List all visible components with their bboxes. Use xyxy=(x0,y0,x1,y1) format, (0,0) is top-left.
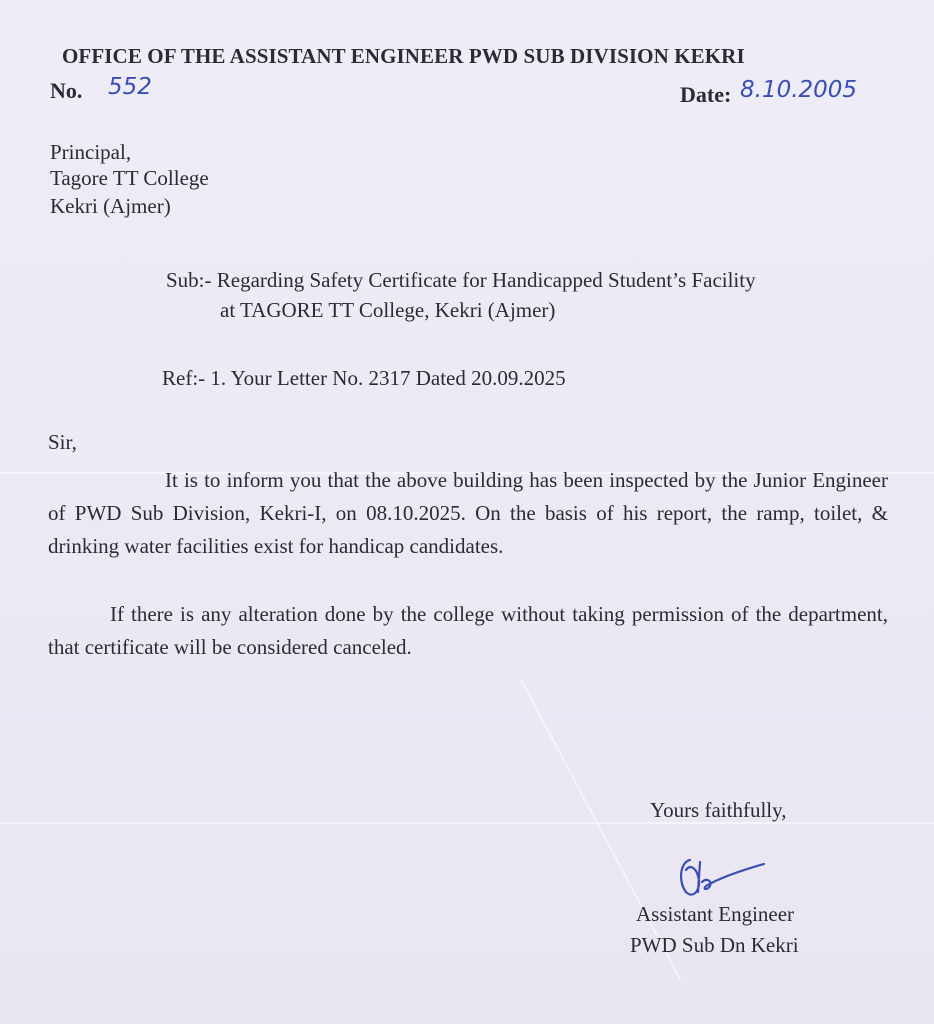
date-label: Date: xyxy=(680,82,732,107)
salutation: Sir, xyxy=(48,430,77,454)
body-paragraph-2: If there is any alteration done by the college without taking permission of the department, that certificate will be considered canceled. xyxy=(48,602,888,659)
recipient-line-2: Tagore TT College xyxy=(50,166,209,190)
recipient-line-3: Kekri (Ajmer) xyxy=(50,194,171,218)
subject-line-1: Sub:- Regarding Safety Certificate for Handicapped Student’s Facility xyxy=(166,268,756,292)
subject-line-2: at TAGORE TT College, Kekri (Ajmer) xyxy=(220,298,556,322)
date-handwritten: 8.10.2005 xyxy=(740,77,858,103)
recipient-line-1: Principal, xyxy=(50,140,132,164)
signatory-office: PWD Sub Dn Kekri xyxy=(630,933,799,957)
signatory-designation: Assistant Engineer xyxy=(636,902,795,926)
office-heading: OFFICE OF THE ASSISTANT ENGINEER PWD SUB DIVISION KEKRI xyxy=(62,44,745,68)
signature-icon xyxy=(676,852,771,902)
letter-number-label: No. xyxy=(50,78,83,103)
paper-crease xyxy=(0,822,934,824)
valediction: Yours faithfully, xyxy=(650,798,787,822)
letter-number-handwritten: 552 xyxy=(108,74,152,100)
body-paragraph-1: It is to inform you that the above building has been inspected by the Junior Engineer of PWD Sub Division, Kekri-I, on 08.10.2025. On the basis of his report, the ramp, toilet, & drinking water facilities exist for handicap candidates. xyxy=(48,468,888,558)
reference-line: Ref:- 1. Your Letter No. 2317 Dated 20.09.2025 xyxy=(162,366,566,390)
